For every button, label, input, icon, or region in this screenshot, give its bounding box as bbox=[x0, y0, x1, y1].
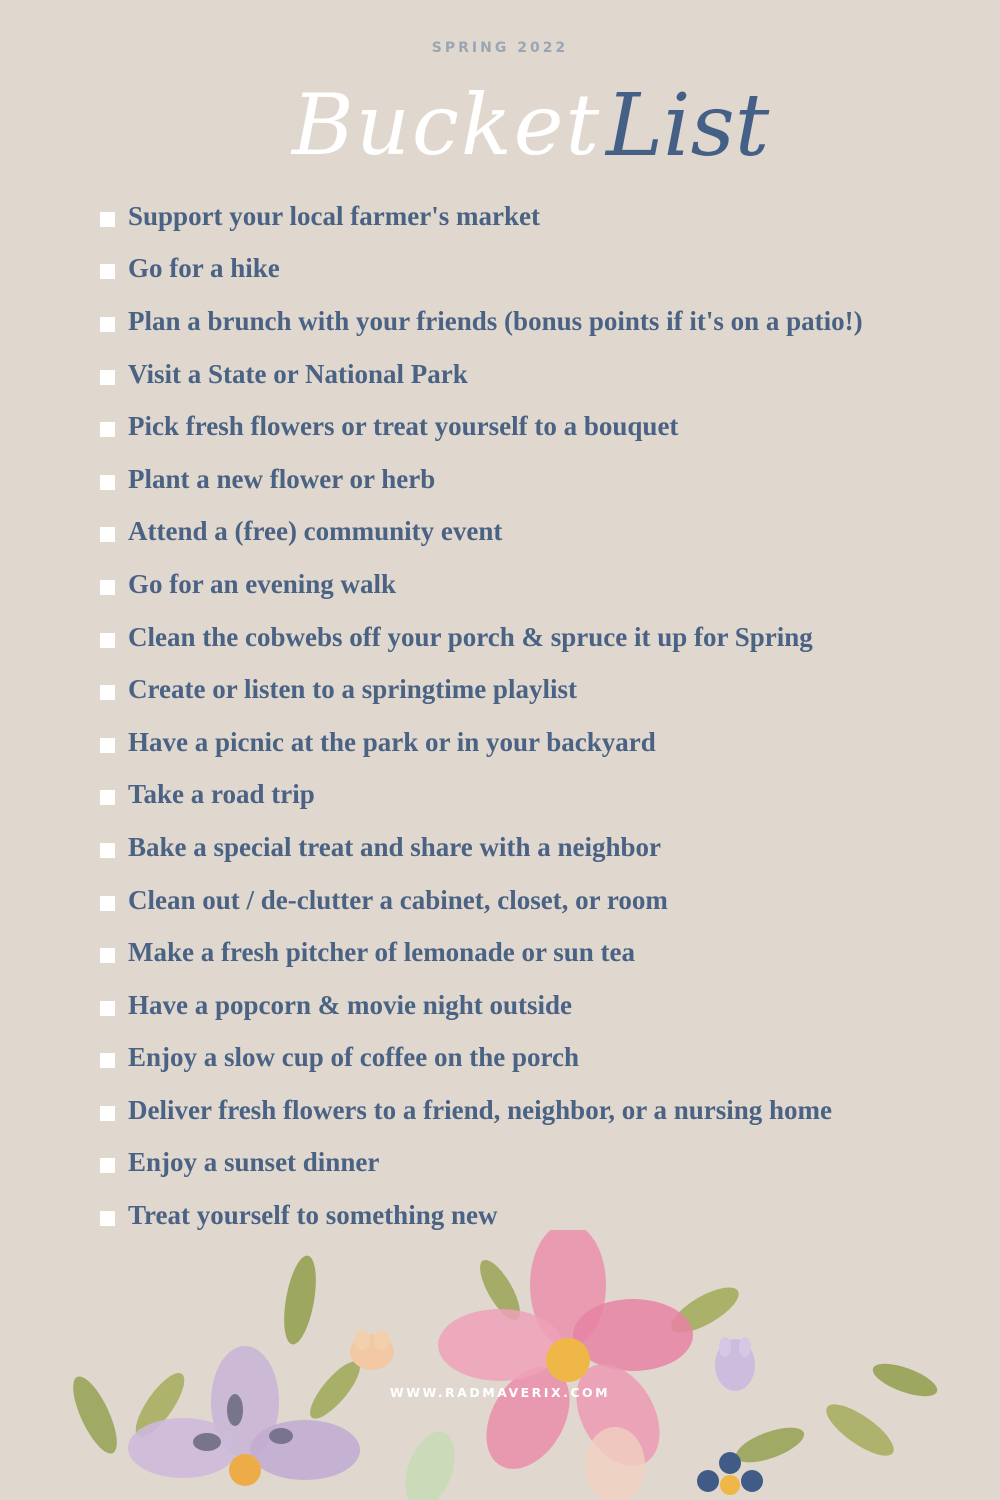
checkbox[interactable] bbox=[100, 370, 115, 385]
checkbox[interactable] bbox=[100, 843, 115, 858]
list-item-label: Create or listen to a springtime playlist bbox=[128, 674, 577, 705]
list-item-label: Clean the cobwebs off your porch & spruce it up for Spring bbox=[128, 621, 813, 652]
season-eyebrow: SPRING 2022 bbox=[431, 40, 569, 56]
checkbox[interactable] bbox=[100, 1053, 115, 1068]
list-item-label: Treat yourself to something new bbox=[128, 1200, 498, 1231]
checkbox[interactable] bbox=[100, 1211, 115, 1226]
list-item-label: Deliver fresh flowers to a friend, neighbor, or a nursing home bbox=[128, 1094, 832, 1125]
checkbox[interactable] bbox=[100, 527, 115, 542]
list-item bbox=[100, 1084, 960, 1137]
checkbox[interactable] bbox=[100, 633, 115, 648]
checkbox[interactable] bbox=[100, 790, 115, 805]
list-item bbox=[100, 453, 960, 506]
list-item bbox=[100, 716, 960, 769]
list-item bbox=[100, 769, 960, 822]
checkbox[interactable] bbox=[100, 1106, 115, 1121]
list-item bbox=[100, 243, 960, 296]
list-item bbox=[100, 400, 960, 453]
list-item-label: Pick fresh flowers or treat yourself to a bouquet bbox=[128, 411, 679, 442]
list-item-label: Take a road trip bbox=[128, 779, 315, 810]
list-item-label: Bake a special treat and share with a neighbor bbox=[128, 831, 662, 862]
list-item bbox=[100, 611, 960, 664]
list-item bbox=[100, 663, 960, 716]
list-item-label: Enjoy a sunset dinner bbox=[128, 1147, 380, 1178]
watercolor-flowers-illustration bbox=[0, 1230, 1000, 1500]
list-item bbox=[100, 874, 960, 927]
list-item-label: Go for a hike bbox=[128, 253, 280, 284]
list-item-label: Attend a (free) community event bbox=[128, 516, 503, 547]
list-item bbox=[100, 979, 960, 1032]
title-main-word: Bucket bbox=[292, 76, 602, 174]
list-item-label: Clean out / de-clutter a cabinet, closet, or room bbox=[128, 884, 668, 915]
list-item-label: Go for an evening walk bbox=[128, 568, 397, 599]
checkbox[interactable] bbox=[100, 422, 115, 437]
checkbox[interactable] bbox=[100, 685, 115, 700]
checkbox[interactable] bbox=[100, 948, 115, 963]
list-item-label: Support your local farmer's market bbox=[128, 200, 540, 231]
list-item-label: Have a picnic at the park or in your backyard bbox=[128, 726, 656, 757]
checkbox[interactable] bbox=[100, 1001, 115, 1016]
list-item bbox=[100, 558, 960, 611]
website-url: WWW.RADMAVERIX.COM bbox=[389, 1385, 611, 1400]
list-item bbox=[100, 348, 960, 401]
list-item bbox=[100, 1032, 960, 1085]
title-script-word: List bbox=[606, 76, 770, 176]
page-title bbox=[0, 70, 1000, 190]
list-item bbox=[100, 926, 960, 979]
checkbox[interactable] bbox=[100, 212, 115, 227]
checkbox[interactable] bbox=[100, 896, 115, 911]
list-item bbox=[100, 821, 960, 874]
checkbox[interactable] bbox=[100, 1158, 115, 1173]
checkbox[interactable] bbox=[100, 317, 115, 332]
list-item bbox=[100, 1137, 960, 1190]
checkbox[interactable] bbox=[100, 738, 115, 753]
list-item bbox=[100, 506, 960, 559]
list-item bbox=[100, 295, 960, 348]
checkbox[interactable] bbox=[100, 580, 115, 595]
list-item-label: Visit a State or National Park bbox=[128, 358, 468, 389]
bucket-list bbox=[100, 190, 960, 1242]
checkbox[interactable] bbox=[100, 475, 115, 490]
list-item-label: Have a popcorn & movie night outside bbox=[128, 989, 573, 1020]
list-item-label: Make a fresh pitcher of lemonade or sun tea bbox=[128, 937, 635, 968]
list-item-label: Plant a new flower or herb bbox=[128, 463, 436, 494]
list-item-label: Enjoy a slow cup of coffee on the porch bbox=[128, 1042, 579, 1073]
list-item bbox=[100, 190, 960, 243]
checkbox[interactable] bbox=[100, 264, 115, 279]
list-item-label: Plan a brunch with your friends (bonus points if it's on a patio!) bbox=[128, 305, 863, 336]
